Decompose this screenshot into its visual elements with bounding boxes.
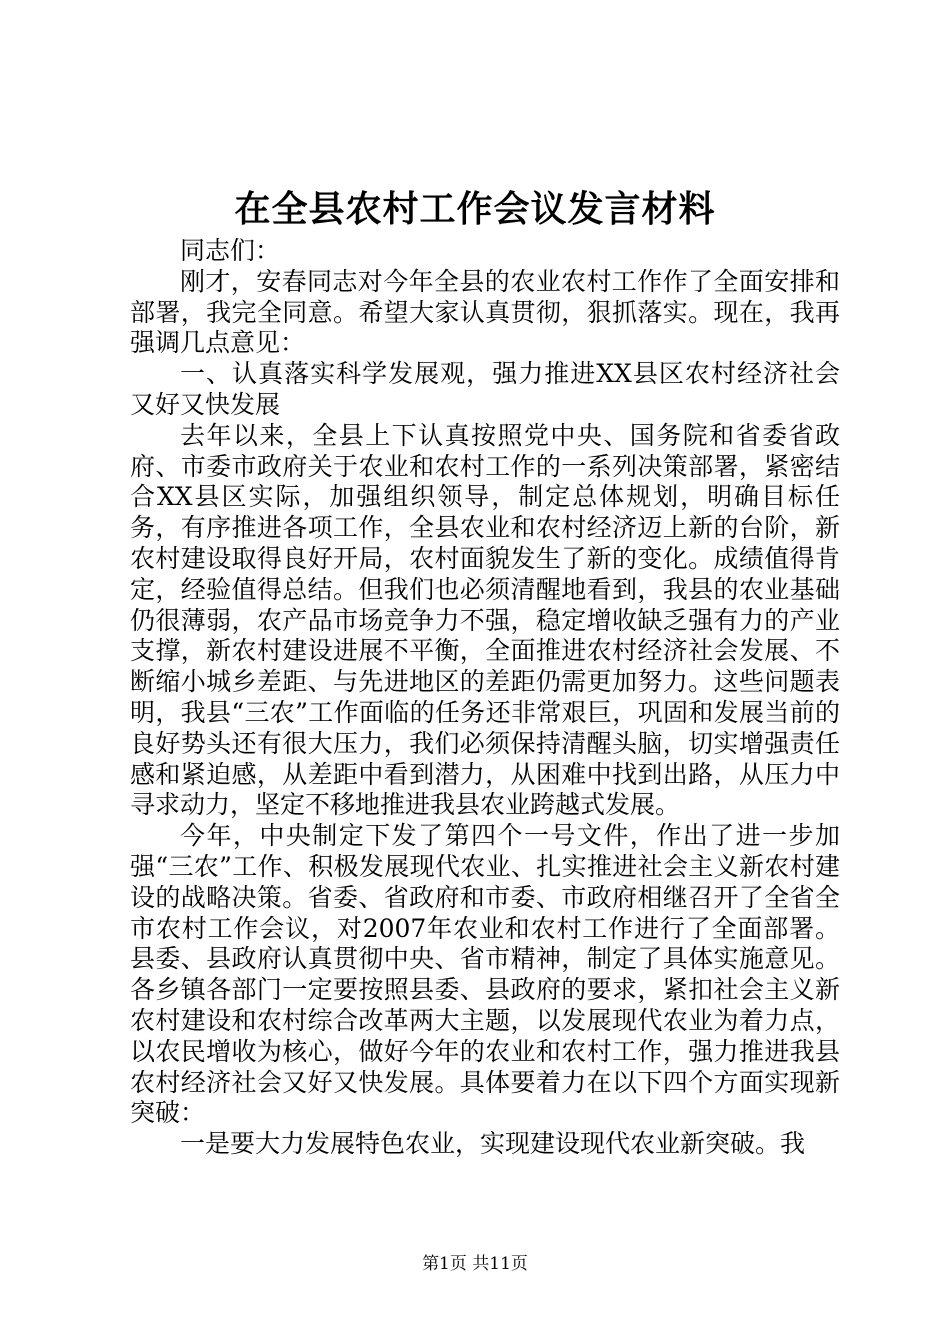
paragraph-salutation: 同志们： bbox=[180, 236, 281, 265]
paragraph: 去年以来，全县上下认真按照党中央、国务院和省委省政府、市委市政府关于农业和农村工作的一系列决策部署，紧密结合XX县区实际，加强组织领导，制定总体规划，明确目标任务，有序推进各项工作，全县农业和农村经济迈上新的台阶，新农村建设取得良好开局，农村面貌发生了新的变化。成绩值得肯定，经验值得总结。但我们也必须清醒地看到，我县的农业基础仍很薄弱，农产品市场竞争力不强，稳定增收缺乏强有力的产业支撑，新农村建设进展不平衡，全面推进农村经济社会发展、不断缩小城乡差距、与先进地区的差距仍需更加努力。这些问题表明，我县“三农”工作面临的任务还非常艰巨，巩固和发展当前的良好势头还有很大压力，我们必须保持清醒头脑，切实增强责任感和紧迫感，从差距中看到潜力，从困难中找到出路，从压力中寻求动力，坚定不移地推进我县农业跨越式发展。 bbox=[130, 420, 840, 820]
section-heading: 一、认真落实科学发展观，强力推进XX县区农村经济社会又好又快发展 bbox=[130, 359, 840, 419]
paragraph: 刚才，安春同志对今年全县的农业农村工作作了全面安排和部署，我完全同意。希望大家认真贯彻，狠抓落实。现在，我再强调几点意见： bbox=[130, 266, 840, 358]
paragraph: 一是要大力发展特色农业，实现建设现代农业新突破。我 bbox=[180, 1129, 806, 1159]
document-body bbox=[130, 236, 840, 1160]
document-title: 在全县农村工作会议发言材料 bbox=[234, 188, 716, 230]
paragraph: 今年，中央制定下发了第四个一号文件，作出了进一步加强“三农”工作、积极发展现代农业、扎实推进社会主义新农村建设的战略决策。省委、省政府和市委、市政府相继召开了全省全市农村工作会议，对2007年农业和农村工作进行了全面部署。县委、县政府认真贯彻中央、省市精神，制定了具体实施意见。各乡镇各部门一定要按照县委、县政府的要求，紧扣社会主义新农村建设和农村综合改革两大主题，以发展现代农业为着力点，以农民增收为核心，做好今年的农业和农村工作，强力推进我县农村经济社会又好又快发展。具体要着力在以下四个方面实现新突破： bbox=[130, 821, 840, 1128]
page-footer: 第1页 共11页 bbox=[422, 1254, 528, 1274]
